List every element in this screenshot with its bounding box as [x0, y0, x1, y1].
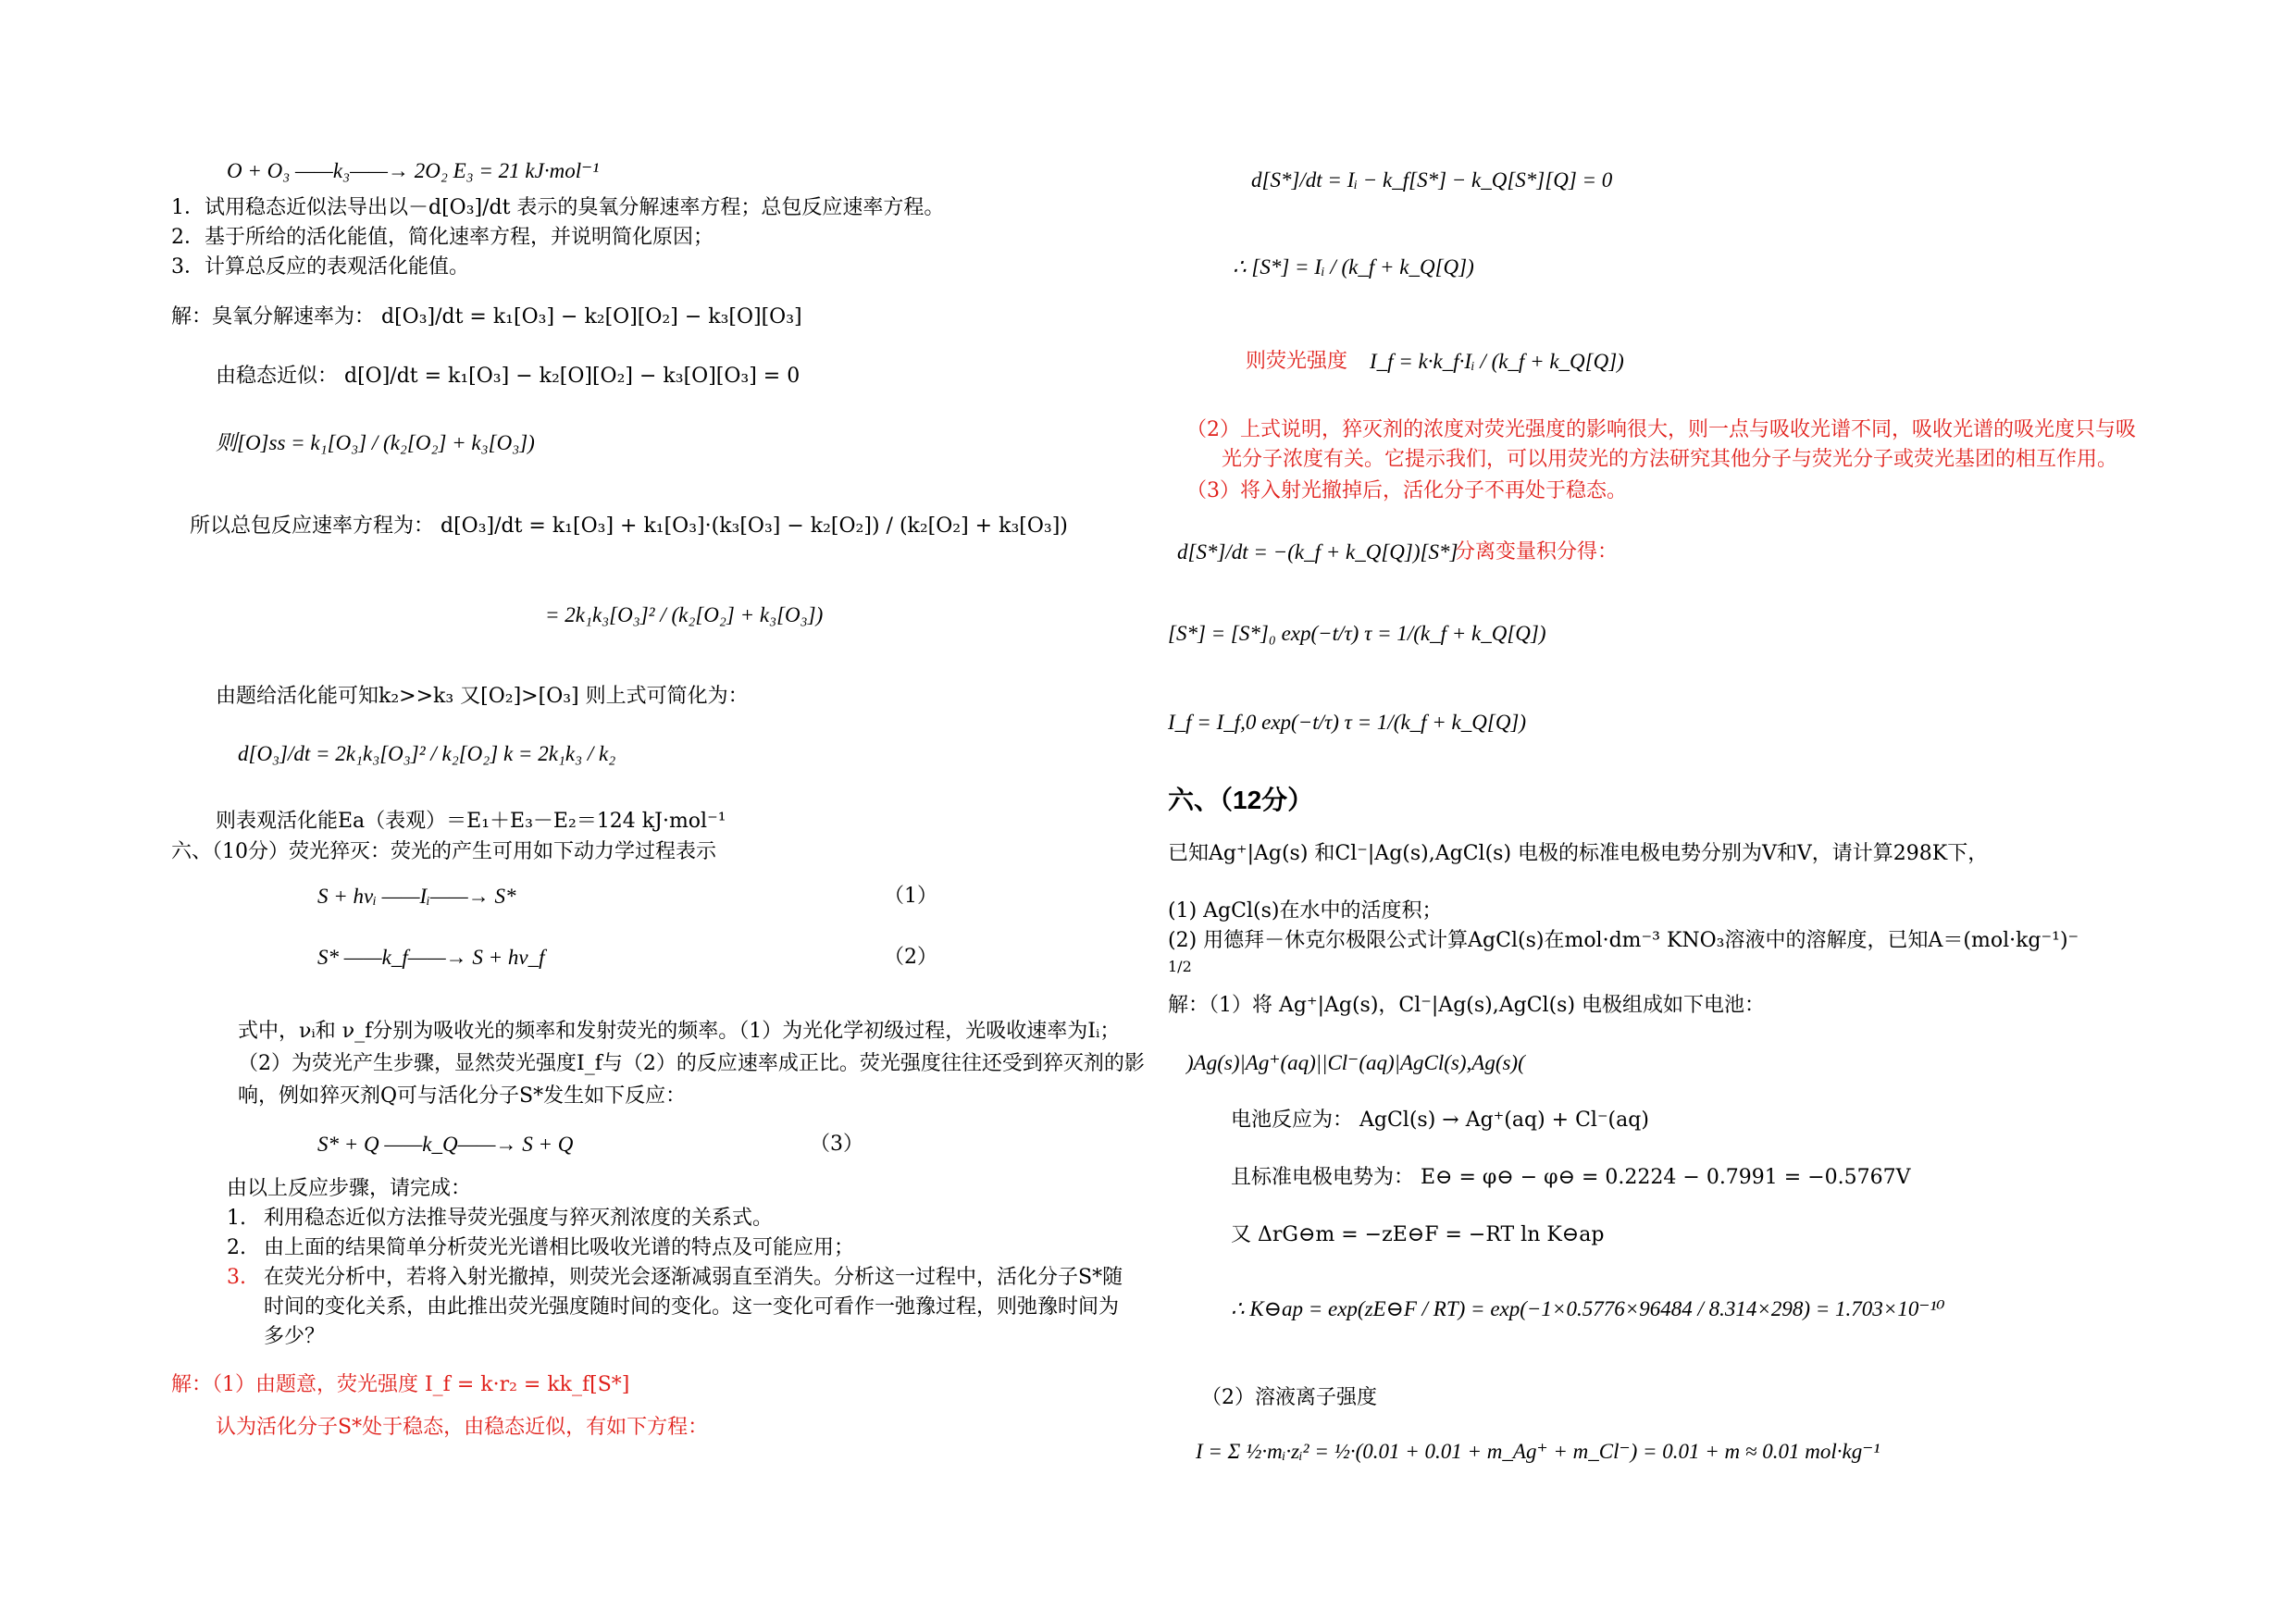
solution-rate: 解：臭氧分解速率为： d[O₃]/dt = k₁[O₃] − k₂[O][O₂] − k₃[O][O₃] [171, 305, 802, 328]
o-steady-concentration: 则[O]ss = k₁[O₃] / (k₂[O₂] + k₃[O₃]) [216, 431, 535, 454]
s-star-steady-equation: d[S*]/dt = Iᵢ − k_f[S*] − k_Q[S*][Q] = 0 [1251, 168, 1613, 192]
question-b-exponent: 1/2 [1168, 958, 1192, 975]
reaction-2: S* ——k_f——→ S + hν_f [317, 946, 545, 969]
decay-note: 分离变量积分得： [1455, 540, 1619, 564]
total-rate-equation-cont: = 2k₁k₃[O₃]² / (k₂[O₂] + k₃[O₃]) [545, 603, 824, 626]
answer-2-line-2: 光分子浓度有关。它提示我们，可以用荧光的方法研究其他分子与荧光分子或荧光基团的相互作用。 [1222, 448, 2118, 471]
fluorescence-time-equation: I_f = I_f,0 exp(−t/τ) τ = 1/(k_f + k_Q[Q]) [1168, 711, 1527, 734]
question-b: (2) 用德拜－休克尔极限公式计算AgCl(s)在mol·dm⁻³ KNO₃溶液中的溶解度，已知A＝(mol·kg⁻¹)⁻ [1168, 929, 2079, 952]
gibbs-equation: 又 ΔrG⊖m = −zE⊖F = −RT ln K⊖ap [1231, 1223, 1605, 1246]
cell-reaction: 电池反应为： AgCl(s) → Ag⁺(aq) + Cl⁻(aq) [1231, 1109, 1649, 1132]
paragraph-line-3: 响，例如猝灭剂Q可与活化分子S*发生如下反应： [238, 1084, 687, 1108]
decay-equation: d[S*]/dt = −(k_f + k_Q[Q])[S*] [1177, 540, 1458, 564]
question-1: 1．试用稳态近似法导出以－d[O₃]/dt 表示的臭氧分解速率方程；总包反应速率方程。 [171, 196, 945, 219]
activity-product: ∴ K⊖ap = exp(zE⊖F / RT) = exp(−1×0.5776×96484 / 8.314×298) = 1.703×10⁻¹⁰ [1231, 1297, 1945, 1320]
task-1: 利用稳态近似方法推导荧光强度与猝灭剂浓度的关系式。 [264, 1207, 774, 1230]
section-six-b-title: 六、（12分） [1168, 786, 1314, 814]
solution-1: 解：（1）由题意，荧光强度 I_f = k·r₂ = kk_f[S*] [171, 1373, 630, 1396]
simplified-rate: d[O₃]/dt = 2k₁k₃[O₃]² / k₂[O₂] k = 2k₁k₃ / k₂ [238, 742, 616, 765]
reaction-2-number: （2） [884, 946, 937, 969]
s-star-concentration: ∴ [S*] = Iᵢ / (k_f + k_Q[Q]) [1233, 255, 1474, 279]
equation-o3-reaction: O + O₃ ——k₃——→ 2O₂ E₃ = 21 kJ·mol⁻¹ [227, 159, 600, 182]
reaction-3: S* + Q ——k_Q——→ S + Q [317, 1133, 574, 1156]
cell-notation: )Ag(s)|Ag⁺(aq)||Cl⁻(aq)|AgCl(s),Ag(s)( [1186, 1051, 1525, 1074]
reaction-1-number: （1） [884, 885, 937, 908]
complete-intro: 由以上反应步骤，请完成： [227, 1177, 472, 1200]
solution-1-steady: 认为活化分子S*处于稳态，由稳态近似，有如下方程： [216, 1416, 709, 1439]
given-electrodes: 已知Ag⁺|Ag(s) 和Cl⁻|Ag(s),AgCl(s) 电极的标准电极电势分别为V和V，请计算298K下， [1168, 842, 1989, 865]
answer-3: （3）将入射光撤掉后，活化分子不再处于稳态。 [1186, 479, 1627, 502]
total-rate-equation: 所以总包反应速率方程为： d[O₃]/dt = k₁[O₃] + k₁[O₃]·(k₃[O₃] − k₂[O₂]) / (k₂[O₂] + k₃[O₃]) [190, 514, 1068, 538]
activation-energy: 则表观活化能Ea（表观）＝E₁＋E₃－E₂＝124 kJ·mol⁻¹ [216, 810, 726, 833]
fluorescence-intensity-equation: I_f = k·k_f·Iᵢ / (k_f + k_Q[Q]) [1370, 350, 1624, 373]
steady-state-equation: 由稳态近似： d[O]/dt = k₁[O₃] − k₂[O][O₂] − k₃[O][O₃] = 0 [216, 365, 800, 388]
simplify-intro: 由题给活化能可知k₂>>k₃ 又[O₂]>[O₃] 则上式可简化为： [216, 685, 749, 708]
question-2: 2．基于所给的活化能值，简化速率方程，并说明简化原因； [171, 226, 714, 249]
paragraph-line-2: （2）为荧光产生步骤，显然荧光强度I_f与（2）的反应速率成正比。荧光强度往往还受到猝灭剂的影 [238, 1052, 1145, 1075]
question-3: 3．计算总反应的表观活化能值。 [171, 255, 469, 279]
task-1-number: 1. [227, 1207, 246, 1230]
question-a: (1) AgCl(s)在水中的活度积； [1168, 899, 1443, 923]
ionic-strength-equation: I = Σ ½·mᵢ·zᵢ² = ½·(0.01 + 0.01 + m_Ag⁺ + m_Cl⁻) = 0.01 + m ≈ 0.01 mol·kg⁻¹ [1196, 1440, 1880, 1463]
task-3-line-3: 多少？ [264, 1325, 326, 1348]
ionic-strength-label: （2）溶液离子强度 [1201, 1386, 1377, 1409]
task-2: 由上面的结果简单分析荧光光谱相比吸收光谱的特点及可能应用； [264, 1236, 855, 1259]
fluorescence-label: 则荧光强度 [1246, 350, 1348, 373]
task-3-line-1: 在荧光分析中，若将入射光撤掉，则荧光会逐渐减弱直至消失。分析这一过程中，活化分子S*随 [264, 1266, 1123, 1289]
task-3-number: 3. [227, 1266, 246, 1289]
answer-2-line-1: （2）上式说明，猝灭剂的浓度对荧光强度的影响很大，则一点与吸收光谱不同，吸收光谱的吸光度只与吸 [1186, 418, 2137, 441]
section-six-title: 六、（10分）荧光猝灭：荧光的产生可用如下动力学过程表示 [171, 840, 716, 863]
standard-potential: 且标准电极电势为： E⊖ = φ⊖ − φ⊖ = 0.2224 − 0.7991 = −0.5767V [1231, 1166, 1911, 1189]
reaction-1: S + hνᵢ ——Iᵢ——→ S* [317, 885, 516, 908]
reaction-3-number: （3） [810, 1133, 863, 1156]
paragraph-line-1: 式中，νᵢ和 ν_f分别为吸收光的频率和发射荧光的频率。（1）为光化学初级过程，光吸收速率为Iᵢ； [238, 1020, 1121, 1043]
s-star-time-equation: [S*] = [S*]₀ exp(−t/τ) τ = 1/(k_f + k_Q[Q]) [1168, 622, 1546, 645]
solution-cell-intro: 解：（1）将 Ag⁺|Ag(s)，Cl⁻|Ag(s),AgCl(s) 电极组成如下电池： [1168, 994, 1766, 1017]
task-2-number: 2. [227, 1236, 246, 1259]
task-3-line-2: 时间的变化关系，由此推出荧光强度随时间的变化。这一变化可看作一弛豫过程，则弛豫时间为 [264, 1295, 1120, 1319]
